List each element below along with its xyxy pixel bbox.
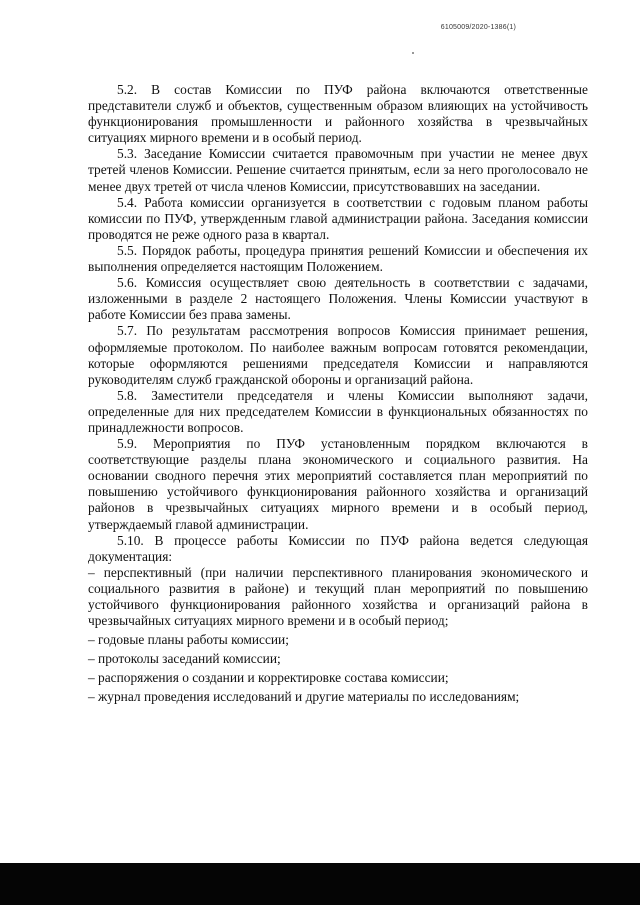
paragraph-5-6: 5.6. Комиссия осуществляет свою деятельность в соответствии с задачами, изложенными в разделе 2 настоящего Положения. Члены Комиссии участвуют в работе Комиссии без права замены. bbox=[88, 275, 588, 323]
paragraph-5-8: 5.8. Заместители председателя и члены Комиссии выполняют задачи, определенные для них председателем Комиссии в функциональных обязанностях по принадлежности вопросов. bbox=[88, 387, 588, 435]
document-code: 6105009/2020-1386(1) bbox=[440, 24, 516, 31]
scan-bottom-edge bbox=[0, 863, 640, 905]
paragraph-5-10: 5.10. В процессе работы Комиссии по ПУФ района ведется следующая документация: bbox=[88, 532, 588, 564]
paragraph-5-3: 5.3. Заседание Комиссии считается правомочным при участии не менее двух третей членов Комиссии. Решение считается принятым, если за него проголосовало не менее двух третей от числа членов Комиссии, присутствовавших на заседании. bbox=[88, 146, 588, 194]
list-item: – перспективный (при наличии перспективного планирования экономического и социального развития в районе) и текущий план мероприятий по повышению устойчивого функционирования районного хозяйства и организаций района в чрезвычайных ситуациях мирного времени и в особый период; bbox=[88, 564, 588, 629]
paragraph-5-4: 5.4. Работа комиссии организуется в соответствии с годовым планом работы комиссии по ПУФ, утвержденным главой администрации района. Заседания комиссии проводятся не реже одного раза в квартал. bbox=[88, 194, 588, 242]
documentation-list bbox=[88, 565, 588, 706]
list-item: – распоряжения о создании и корректировке состава комиссии; bbox=[88, 670, 449, 686]
list-item: – протоколы заседаний комиссии; bbox=[88, 651, 281, 667]
list-item: – журнал проведения исследований и другие материалы по исследованиям; bbox=[88, 689, 520, 705]
paragraph-5-7: 5.7. По результатам рассмотрения вопросов Комиссия принимает решения, оформляемые протоколом. По наиболее важным вопросам готовятся рекомендации, которые оформляются решениями председателя Комиссии и направляются руководителям служб гражданской обороны и организаций района. bbox=[88, 323, 588, 387]
paragraph-5-5: 5.5. Порядок работы, процедура принятия решений Комиссии и обеспечения их выполнения определяется настоящим Положением. bbox=[88, 242, 588, 275]
document-body bbox=[88, 82, 588, 706]
list-item: – годовые планы работы комиссии; bbox=[88, 632, 289, 648]
paragraph-5-9: 5.9. Мероприятия по ПУФ установленным порядком включаются в соответствующие разделы плана экономического и социального развития. На основании сводного перечня этих мероприятий составляется план мероприятий по повышению устойчивого функционирования районного хозяйства и организаций районов в чрезвычайных ситуациях мирного времени и в особый период, утверждаемый главой администрации. bbox=[88, 436, 588, 532]
paragraph-5-2: 5.2. В состав Комиссии по ПУФ района включаются ответственные представители служб и объектов, существенным образом влияющих на устойчивость функционирования промышленности и районного хозяйства в чрезвычайных ситуациях мирного времени и в особый период. bbox=[88, 82, 588, 146]
scan-speck bbox=[412, 52, 414, 54]
